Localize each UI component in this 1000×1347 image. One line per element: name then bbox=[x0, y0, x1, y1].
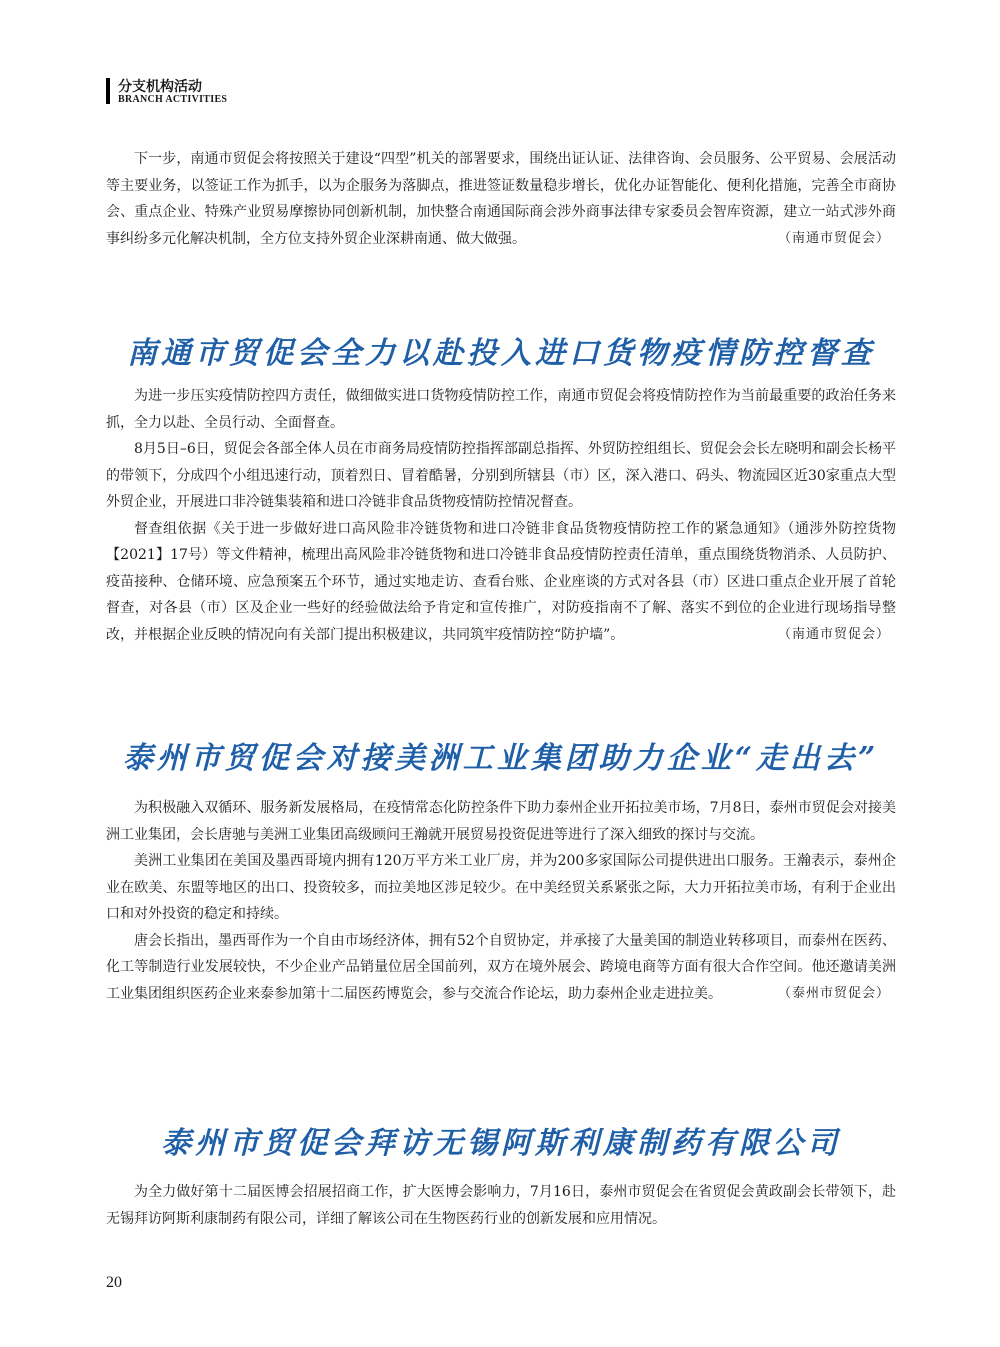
article-2-title: 泰州市贸促会对接美洲工业集团助力企业“走出去” bbox=[122, 741, 880, 776]
paragraph: 督查组依据《关于进一步做好进口高风险非冷链货物和进口冷链非食品货物疫情防控工作的紧急通知》（通涉外防控货物【2021】17号）等文件精神，梳理出高风险非冷链货物和进口冷链非食品疫情防控责任清单，重点围绕货物消杀、人员防护、疫苗接种、仓储环境、应急预案五个环节，通过实地走访、查看台账、企业座谈的方式对各县（市）区进口重点企业开展了首轮督查，对各县（市）区及企业一些好的经验做法给予肯定和宣传推广，对防疫指南不了解、落实不到位的企业进行现场指导整改，并根据企业反映的情况向有关部门提出积极建议，共同筑牢疫情防控“防护墙”。 bbox=[106, 520, 896, 643]
article-source: （南通市贸促会） bbox=[777, 627, 890, 642]
section-title-en: BRANCH ACTIVITIES bbox=[118, 94, 228, 105]
article-1-body bbox=[106, 383, 896, 648]
header-bar bbox=[106, 78, 110, 104]
article-source: （泰州市贸促会） bbox=[777, 986, 890, 1001]
article-source: （南通市贸促会） bbox=[777, 231, 890, 246]
paragraph: 美洲工业集团在美国及墨西哥境内拥有120万平方米工业厂房，并为200多家国际公司提供进出口服务。王瀚表示，泰州企业在欧美、东盟等地区的出口、投资较多，而拉美地区涉足较少。在中美经贸关系紧张之际，大力开拓拉美市场，有利于企业出口和对外投资的稳定和持续。 bbox=[106, 853, 896, 922]
paragraph: 为全力做好第十二届医博会招展招商工作，扩大医博会影响力，7月16日，泰州市贸促会在省贸促会黄政副会长带领下，赴无锡拜访阿斯利康制药有限公司，详细了解该公司在生物医药行业的创新发展和应用情况。 bbox=[106, 1184, 896, 1227]
article-3-body bbox=[106, 1179, 896, 1232]
paragraph: 下一步，南通市贸促会将按照关于建设“四型”机关的部署要求，围绕出证认证、法律咨询、会员服务、公平贸易、会展活动等主要业务，以签证工作为抓手，以为企服务为落脚点，推进签证数量稳步增长，优化办证智能化、便利化措施，完善全市商协会、重点企业、特殊产业贸易摩擦协同创新机制，加快整合南通国际商会涉外商事法律专家委员会智库资源，建立一站式涉外商事纠纷多元化解决机制，全方位支持外贸企业深耕南通、做大做强。 bbox=[106, 151, 896, 247]
paragraph: 唐会长指出，墨西哥作为一个自由市场经济体，拥有52个自贸协定，并承接了大量美国的制造业转移项目，而泰州在医药、化工等制造行业发展较快，不少企业产品销量位居全国前列，双方在境外展会、跨境电商等方面有很大合作空间。他还邀请美洲工业集团组织医药企业来泰参加第十二届医药博览会，参与交流合作论坛，助力泰州企业走进拉美。 bbox=[106, 932, 896, 1002]
section-title-cn: 分支机构活动 bbox=[118, 79, 202, 95]
paragraph: 为进一步压实疫情防控四方责任，做细做实进口货物疫情防控工作，南通市贸促会将疫情防控作为当前最重要的政治任务来抓，全力以赴、全员行动、全面督查。 bbox=[106, 388, 896, 431]
article-1-title: 南通市贸促会全力以赴投入进口货物疫情防控督查 bbox=[127, 336, 875, 371]
article-3-title: 泰州市贸促会拜访无锡阿斯利康制药有限公司 bbox=[161, 1126, 841, 1161]
page-number: 20 bbox=[106, 1274, 122, 1291]
paragraph: 8月5日–6日，贸促会各部全体人员在市商务局疫情防控指挥部副总指挥、外贸防控组组长、贸促会会长左晓明和副会长杨平的带领下，分成四个小组迅速行动，顶着烈日、冒着酷暑，分别到所辖县（市）区，深入港口、码头、物流园区近30家重点大型外贸企业，开展进口非冷链集装箱和进口冷链非食品货物疫情防控情况督查。 bbox=[106, 441, 896, 510]
article-0-body bbox=[106, 146, 896, 252]
article-2-body bbox=[106, 795, 896, 1007]
paragraph: 为积极融入双循环、服务新发展格局，在疫情常态化防控条件下助力泰州企业开拓拉美市场，7月8日，泰州市贸促会对接美洲工业集团，会长唐驰与美洲工业集团高级顾问王瀚就开展贸易投资促进等进行了深入细致的探讨与交流。 bbox=[106, 800, 896, 843]
